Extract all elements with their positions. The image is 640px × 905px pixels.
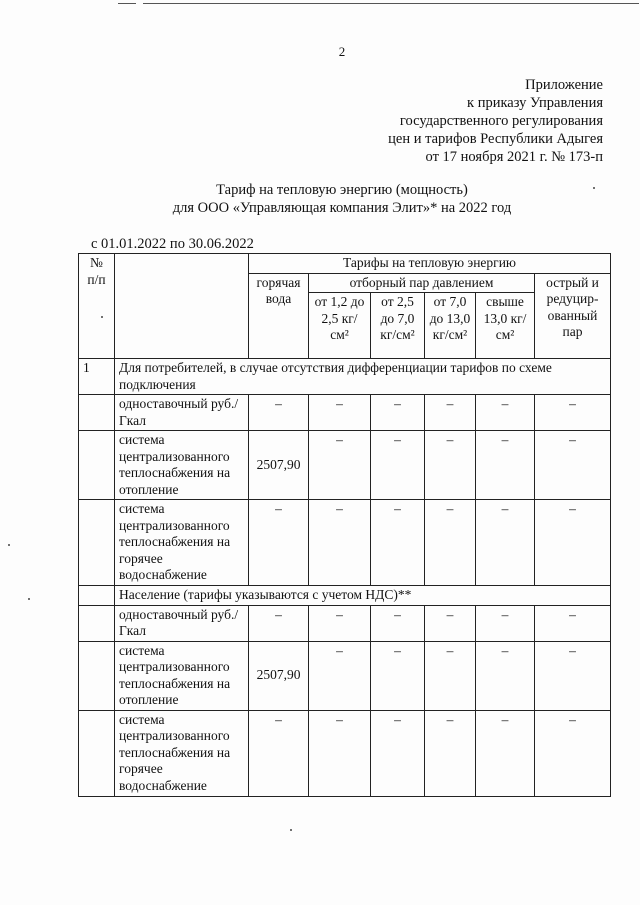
header-sharp-steam: острый и редуцир-ованный пар xyxy=(535,273,611,359)
value-cell: – xyxy=(249,605,309,641)
heating-tariff-value: 2507,90 xyxy=(249,641,309,710)
value-cell: – xyxy=(309,641,371,710)
value-cell: – xyxy=(371,395,425,431)
header-tariffs: Тарифы на тепловую энергию xyxy=(249,254,611,274)
value-cell: – xyxy=(309,395,371,431)
scan-speck xyxy=(593,187,595,189)
title-line-2: для ООО «Управляющая компания Элит»* на 2022 год xyxy=(172,200,512,216)
section-label: Для потребителей, в случае отсутствия дифференциации тарифов по схеме подключения xyxy=(115,359,611,395)
header-pressure-4: свыше 13,0 кг/см² xyxy=(476,293,535,359)
value-cell: – xyxy=(371,500,425,586)
value-cell: – xyxy=(476,431,535,500)
header-pressure-1: от 1,2 до 2,5 кг/см² xyxy=(309,293,371,359)
value-cell: – xyxy=(249,710,309,796)
value-cell: – xyxy=(425,395,476,431)
value-cell: – xyxy=(535,431,611,500)
table-row xyxy=(79,395,611,431)
header-pressure-3: от 7,0 до 13,0 кг/см² xyxy=(425,293,476,359)
appendix-line-3: государственного регулирования xyxy=(399,113,603,129)
value-cell: – xyxy=(476,395,535,431)
appendix-block xyxy=(388,76,603,166)
header-num: № п/п xyxy=(79,254,115,359)
value-cell: – xyxy=(535,641,611,710)
value-cell: – xyxy=(476,500,535,586)
row-label: одноставочный руб./Гкал xyxy=(115,395,249,431)
value-cell: – xyxy=(425,500,476,586)
section-label: Население (тарифы указываются с учетом НДС)** xyxy=(115,586,611,606)
value-cell: – xyxy=(371,605,425,641)
value-cell: – xyxy=(249,500,309,586)
value-cell: – xyxy=(371,710,425,796)
scan-speck xyxy=(28,598,30,600)
value-cell: – xyxy=(535,395,611,431)
value-cell: – xyxy=(425,605,476,641)
tariff-period: с 01.01.2022 по 30.06.2022 xyxy=(91,236,254,252)
value-cell: – xyxy=(535,605,611,641)
value-cell: – xyxy=(535,500,611,586)
row-label: система централизованного теплоснабжения на отопление xyxy=(115,641,249,710)
value-cell: – xyxy=(309,431,371,500)
section-number: 1 xyxy=(79,359,115,395)
value-cell: – xyxy=(371,431,425,500)
row-label: система централизованного теплоснабжения на горячее водоснабжение xyxy=(115,500,249,586)
value-cell: – xyxy=(309,500,371,586)
table-row xyxy=(79,710,611,796)
appendix-line-5: от 17 ноября 2021 г. № 173-п xyxy=(425,149,603,165)
value-cell: – xyxy=(309,605,371,641)
value-cell: – xyxy=(425,431,476,500)
value-cell: – xyxy=(309,710,371,796)
appendix-line-4: цен и тарифов Республики Адыгея xyxy=(388,131,603,147)
title-line-1: Тариф на тепловую энергию (мощность) xyxy=(216,182,468,198)
heating-tariff-value: 2507,90 xyxy=(249,431,309,500)
value-cell: – xyxy=(535,710,611,796)
scan-speck xyxy=(290,829,292,831)
table-row xyxy=(79,605,611,641)
row-label: система централизованного теплоснабжения на отопление xyxy=(115,431,249,500)
header-pressure-2: от 2,5 до 7,0 кг/см² xyxy=(371,293,425,359)
tariff-table xyxy=(78,253,611,797)
scan-edge-line-right xyxy=(143,3,639,4)
value-cell: – xyxy=(249,395,309,431)
value-cell: – xyxy=(371,641,425,710)
section-row-2 xyxy=(79,586,611,606)
appendix-line-1: Приложение xyxy=(525,77,603,93)
header-steam: отборный пар давлением xyxy=(309,273,535,293)
appendix-line-2: к приказу Управления xyxy=(467,95,603,111)
row-label: система централизованного теплоснабжения на горячее водоснабжение xyxy=(115,710,249,796)
table-row xyxy=(79,431,611,500)
table-row xyxy=(79,500,611,586)
header-empty xyxy=(115,254,249,359)
table-row xyxy=(79,641,611,710)
section-row-1 xyxy=(79,359,611,395)
header-row-1 xyxy=(79,254,611,274)
value-cell: – xyxy=(476,605,535,641)
scan-edge-line-left xyxy=(118,3,136,4)
row-label: одноставочный руб./Гкал xyxy=(115,605,249,641)
scan-speck xyxy=(101,316,103,318)
scan-speck xyxy=(8,544,10,546)
header-hot-water: горячая вода xyxy=(249,273,309,359)
document-title xyxy=(0,181,640,217)
value-cell: – xyxy=(425,641,476,710)
page-number: 2 xyxy=(338,44,346,59)
value-cell: – xyxy=(476,641,535,710)
value-cell: – xyxy=(425,710,476,796)
value-cell: – xyxy=(476,710,535,796)
